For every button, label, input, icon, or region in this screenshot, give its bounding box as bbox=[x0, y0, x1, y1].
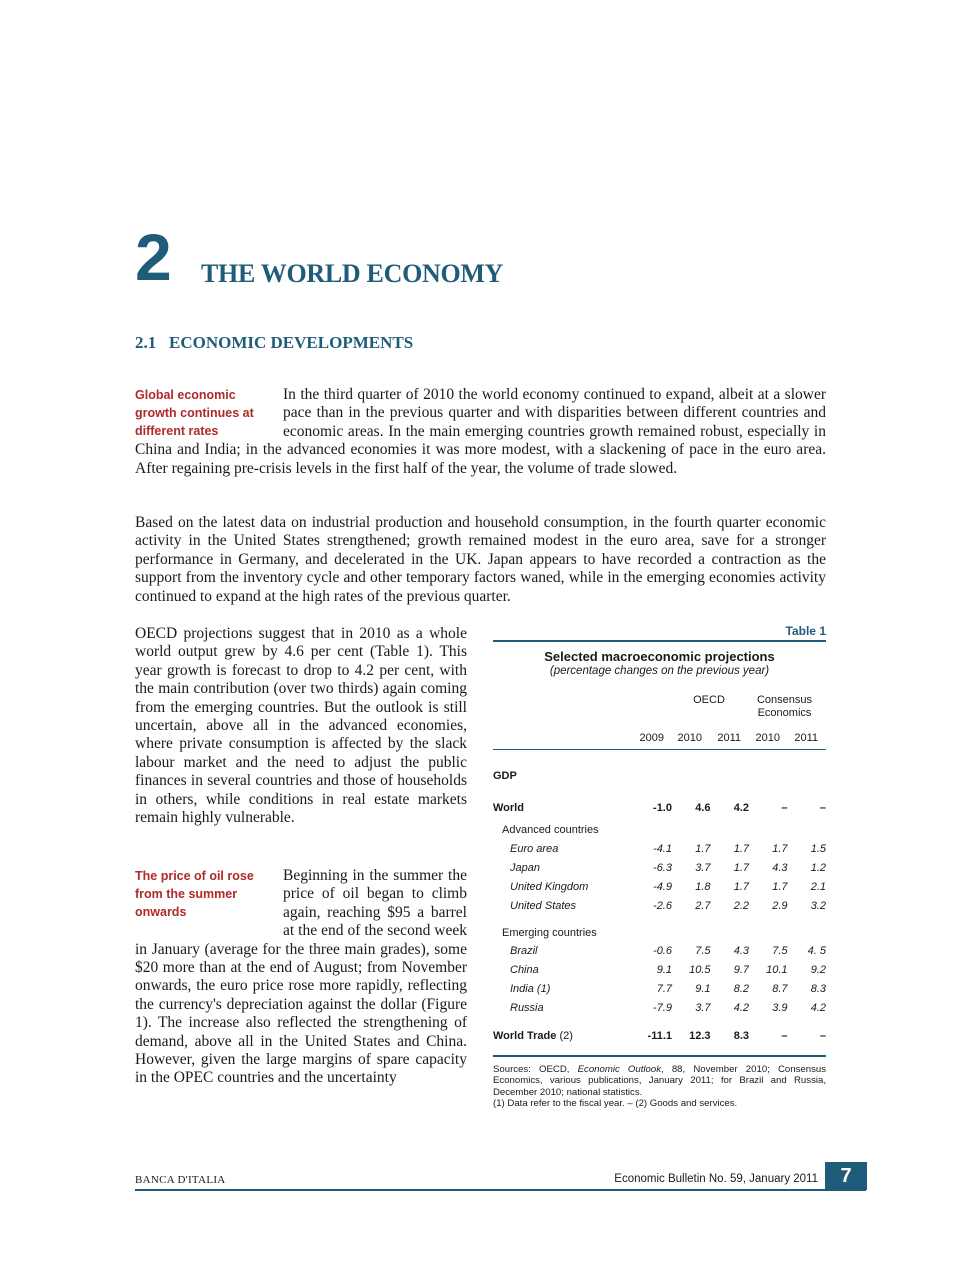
table-row bbox=[493, 756, 826, 796]
table-body bbox=[493, 756, 826, 1055]
cell: -4.9 bbox=[653, 880, 672, 893]
sources-text: Sources: OECD, bbox=[493, 1064, 578, 1075]
row-label: Euro area bbox=[510, 842, 559, 855]
cell: 3.7 bbox=[695, 861, 711, 874]
cell: 1.2 bbox=[810, 861, 826, 874]
cell: 2.2 bbox=[733, 899, 749, 912]
cell: 4.2 bbox=[733, 1001, 749, 1014]
row-label: World bbox=[493, 802, 524, 814]
cell: 4.3 bbox=[733, 944, 749, 957]
cell: 1.7 bbox=[695, 842, 711, 855]
sidenote-spacer bbox=[135, 867, 283, 940]
cell: 3.2 bbox=[810, 899, 826, 912]
section-title: 2.1 ECONOMIC DEVELOPMENTS bbox=[135, 333, 414, 352]
cell: 9.1 bbox=[695, 982, 711, 995]
group-label: Emerging countries bbox=[502, 927, 597, 939]
cell: 9.2 bbox=[810, 963, 826, 976]
table-sources bbox=[493, 1064, 826, 1110]
footer-bulletin: Economic Bulletin No. 59, January 2011 bbox=[614, 1173, 818, 1185]
cell: 1.8 bbox=[695, 880, 711, 893]
world-trade-note: (2) bbox=[559, 1030, 573, 1042]
table-row-group bbox=[493, 820, 826, 839]
header-oecd: OECD bbox=[693, 694, 725, 706]
cell: 8.7 bbox=[772, 982, 788, 995]
cell: 1.5 bbox=[810, 842, 826, 855]
projections-table bbox=[493, 624, 826, 1110]
chapter-title: THE WORLD ECONOMY bbox=[201, 259, 504, 288]
cell: 4.3 bbox=[772, 861, 788, 874]
cell: 2.1 bbox=[810, 880, 826, 893]
cell: – bbox=[819, 1030, 826, 1042]
cell: -2.6 bbox=[653, 899, 672, 912]
cell: 3.7 bbox=[695, 1001, 711, 1014]
cell: -4.1 bbox=[653, 842, 672, 855]
footer-rule bbox=[135, 1189, 866, 1191]
paragraph-3: OECD projections suggest that in 2010 as a whole world output grew by 4.6 per cent (Table 1). This year growth is forecast to drop to 4.2 per cent, with the main contribution (over two thirds) again coming from the emerging countries. But the outlook is still uncertain, above all in the advanced economies, where private consumption is affected by the slack labour market and the need to adjust the public finances in several countries and those of households in others, while conditions in real estate markets remain highly vulnerable. bbox=[135, 625, 467, 827]
cell: 10.1 bbox=[766, 963, 788, 976]
cell: 8.3 bbox=[733, 1030, 749, 1042]
row-label: United Kingdom bbox=[510, 880, 589, 893]
header-consensus: Consensus Economics bbox=[756, 694, 813, 719]
cell: 4.2 bbox=[810, 1001, 826, 1014]
table-row-world-trade bbox=[493, 1017, 826, 1055]
cell: 7.7 bbox=[656, 982, 672, 995]
table-top-rule bbox=[493, 640, 826, 642]
header-year: 2010 bbox=[677, 732, 702, 745]
table-row bbox=[493, 941, 826, 960]
cell: 10.5 bbox=[689, 963, 711, 976]
cell: 7.5 bbox=[695, 944, 711, 957]
header-year: 2011 bbox=[717, 732, 741, 745]
gdp-label: GDP bbox=[493, 770, 517, 782]
header-year: 2011 bbox=[794, 732, 818, 745]
cell: -7.9 bbox=[653, 1001, 672, 1014]
sidenote-spacer bbox=[135, 386, 283, 440]
cell: 1.7 bbox=[772, 842, 788, 855]
sources-text: , 88, November 2010; Consensus Economics, various publications, January 2011; for Brazil and Russia, December 2010; national statistics. bbox=[493, 1064, 826, 1098]
cell: 9.1 bbox=[656, 963, 672, 976]
cell: 1.7 bbox=[733, 842, 749, 855]
row-label: Brazil bbox=[510, 944, 538, 957]
header-year: 2010 bbox=[755, 732, 780, 745]
cell: 12.3 bbox=[689, 1030, 711, 1042]
table-row bbox=[493, 858, 826, 877]
page-number: 7 bbox=[825, 1162, 867, 1190]
table-header-rule bbox=[493, 749, 826, 750]
table-row-world bbox=[493, 796, 826, 820]
paragraph-4-text: Beginning in the summer the price of oil began to climb again, reaching $95 a barrel at the end of the second week in January (average for the three main grades), some $20 more than at the end of August; from November onwards, the euro price rose more rapidly, reflecting the currency's depreciation against the dollar (Figure 1). The increase also reflected the strengthening of demand, above all in the United States and China. However, given the large margins of spare capacity in the OPEC countries and the uncertainty bbox=[135, 867, 467, 1087]
cell: 1.7 bbox=[772, 880, 788, 893]
sidenote-growth: Global economic growth continues at different rates bbox=[135, 388, 254, 438]
cell: -6.3 bbox=[653, 861, 672, 874]
cell: 9.7 bbox=[733, 963, 749, 976]
paragraph-4 bbox=[135, 867, 467, 1088]
group-label: Advanced countries bbox=[502, 823, 599, 836]
world-trade-label: World Trade bbox=[493, 1030, 557, 1042]
paragraph-1-text: In the third quarter of 2010 the world economy continued to expand, albeit at a slower pace than in the previous quarter and with disparities between different countries and economic areas. In the main emerging countries growth remained robust, especially in China and India; in the advanced economies it was more modest, with a slackening of pace in the euro area. After regaining pre-crisis levels in the first half of the year, the volume of trade slowed. bbox=[135, 386, 826, 477]
cell: 8.2 bbox=[733, 982, 749, 995]
cell: – bbox=[781, 802, 788, 814]
cell: 4. 5 bbox=[807, 944, 826, 957]
table-row bbox=[493, 839, 826, 858]
table-bottom-rule bbox=[493, 1055, 826, 1057]
cell: -1.0 bbox=[653, 802, 672, 814]
header-year: 2009 bbox=[639, 732, 664, 745]
row-label: Russia bbox=[510, 1001, 544, 1014]
table-row bbox=[493, 877, 826, 896]
cell: 8.3 bbox=[810, 982, 826, 995]
table-row-group bbox=[493, 915, 826, 941]
table-row bbox=[493, 979, 826, 998]
table-subtitle: (percentage changes on the previous year) bbox=[549, 665, 770, 677]
chapter-number: 2 bbox=[135, 220, 172, 294]
cell: 4.2 bbox=[733, 802, 749, 814]
row-label: India (1) bbox=[510, 982, 551, 995]
cell: 7.5 bbox=[772, 944, 788, 957]
table-row bbox=[493, 896, 826, 915]
table-row bbox=[493, 998, 826, 1017]
sidenote-oil: The price of oil rose from the summer onwards bbox=[135, 869, 254, 919]
sources-publication: Economic Outlook bbox=[577, 1064, 661, 1075]
table-title: Selected macroeconomic projections bbox=[544, 649, 775, 664]
footer-publisher: BANCA D'ITALIA bbox=[135, 1174, 226, 1186]
cell: 3.9 bbox=[772, 1001, 788, 1014]
row-label bbox=[493, 1017, 634, 1055]
cell: -0.6 bbox=[653, 944, 672, 957]
cell: 4.6 bbox=[695, 802, 711, 814]
cell: 2.7 bbox=[695, 899, 711, 912]
table-notes: (1) Data refer to the fiscal year. – (2) Goods and services. bbox=[493, 1098, 738, 1110]
row-label: United States bbox=[510, 899, 577, 912]
paragraph-2: Based on the latest data on industrial production and household consumption, in the fourth quarter economic activity in the United States strengthened; growth remained modest in the euro area, save for a stronger performance in Germany, and decelerated in the UK. Japan appears to have recorded a contraction as the support from the inventory cycle and other temporary factors waned, while in the emerging economies activity continued to expand at the high rates of the previous quarter. bbox=[135, 514, 826, 605]
row-label: Japan bbox=[510, 861, 540, 874]
cell: -11.1 bbox=[647, 1030, 672, 1042]
cell: 2.9 bbox=[772, 899, 788, 912]
table-number: Table 1 bbox=[785, 624, 826, 638]
paragraph-1 bbox=[135, 386, 826, 478]
table-row bbox=[493, 960, 826, 979]
cell: 1.7 bbox=[733, 880, 749, 893]
row-label: China bbox=[510, 963, 539, 976]
cell: – bbox=[819, 802, 826, 814]
cell: – bbox=[781, 1030, 788, 1042]
table-header bbox=[493, 677, 826, 749]
cell: 1.7 bbox=[733, 861, 749, 874]
